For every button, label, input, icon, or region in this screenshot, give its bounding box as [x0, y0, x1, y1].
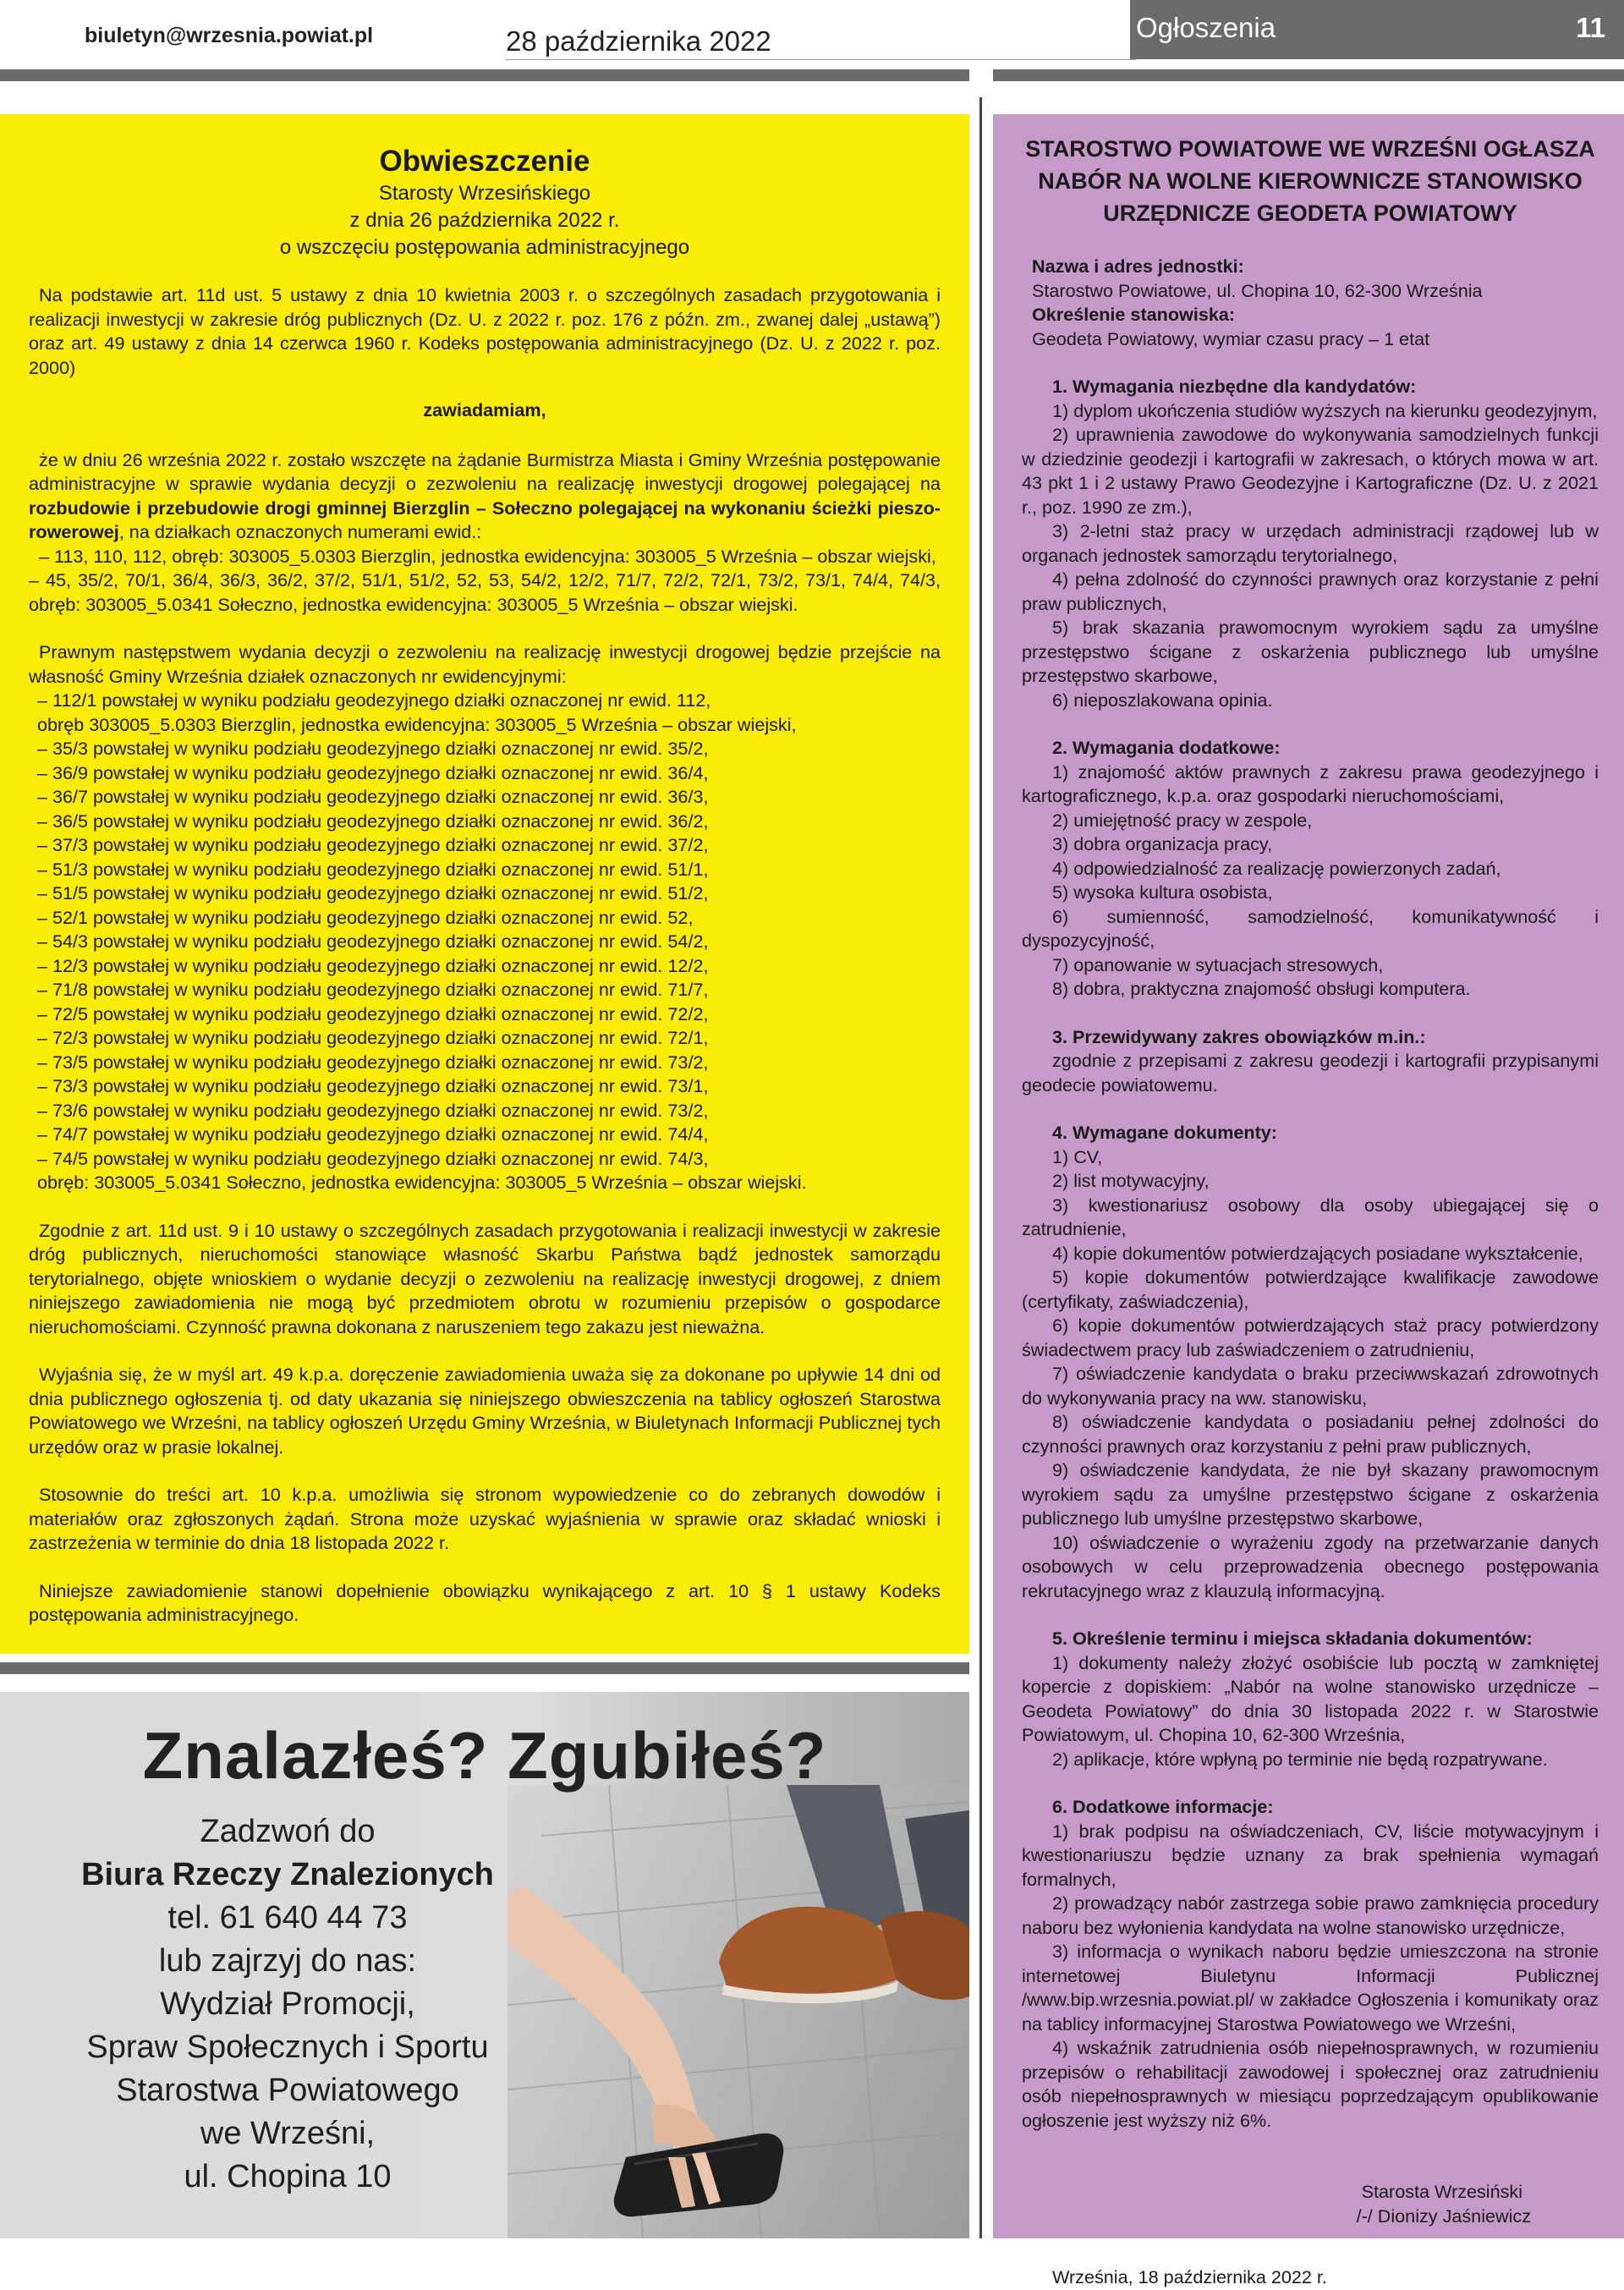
job-section-4-item: 6) kopie dokumentów potwierdzających staż pracy potwierdzony świadectwem pracy lub zaświadczeniem o zatrudnieniu, [1022, 1315, 1599, 1360]
job-section-1-item: 5) brak skazania prawomocnym wyrokiem sądu za umyślne przestępstwo ścigane z oskarżenia publicznego lub umyślne przestępstwo skarbowe, [1022, 617, 1599, 686]
job-title: STAROSTWO POWIATOWE WE WRZEŚNI OGŁASZA NABÓR NA WOLNE KIEROWNICZE STANOWISKO URZĘDNICZE GEODETA POWIATOWY [1025, 136, 1595, 226]
lost-found-address: ul. Chopina 10 [184, 2159, 392, 2194]
job-section-4-item: 10) oświadczenie o wyrażeniu zgody na przetwarzanie danych osobowych w celu przeprowadzenia obecnego postępowania rekrutacyjnego wraz z klauzulą informacyjną. [1022, 1531, 1599, 1601]
job-section-2-item: 3) dobra organizacja pracy, [1052, 833, 1273, 854]
job-section-1-item: 6) nieposzlakowana opinia. [1052, 689, 1273, 711]
parcel-line: – 112/1 powstałej w wyniku podziału geodezyjnego działki oznaczonej nr ewid. 112, [37, 689, 711, 711]
job-section-2-item: 7) opanowanie w sytuacjach stresowych, [1052, 953, 1384, 975]
lost-found-line-call: Zadzwoń do [200, 1814, 376, 1849]
notice-zawiadamiam: zawiadamiam, [423, 399, 546, 420]
lost-found-department-2: Spraw Społecznych i Sportu [86, 2029, 489, 2065]
notice-p1-bold: rozbudowie i przebudowie drogi gminnej Bierzglin – Sołeczno polegającej na wykonaniu ścieżki pieszo-rowerowej [29, 497, 941, 542]
job-section-4-item: 1) CV, [1052, 1145, 1103, 1167]
parcel-line: – 51/5 powstałej w wyniku podziału geodezyjnego działki oznaczonej nr ewid. 51/2, [37, 882, 709, 903]
parcel-line: – 36/5 powstałej w wyniku podziału geodezyjnego działki oznaczonej nr ewid. 36/2, [37, 810, 709, 832]
job-section-4-item: 8) oświadczenie kandydata o posiadaniu pełnej zdolności do czynności prawnych oraz korzystaniu z pełni praw publicznych, [1022, 1411, 1599, 1457]
notice-box [0, 114, 969, 1654]
job-section-4-heading: 4. Wymagane dokumenty: [1052, 1122, 1277, 1143]
lost-found-department-3: Starostwa Powiatowego [116, 2073, 459, 2108]
top-rule-left [0, 69, 969, 81]
job-section-3-item: zgodnie z przepisami z zakresu geodezji i kartografii przypisanymi geodecie powiatowemu. [1022, 1050, 1599, 1096]
job-unit-value: Starostwo Powiatowe, ul. Chopina 10, 62-300 Września [1032, 279, 1483, 301]
job-section-6-item: 2) prowadzący nabór zastrzega sobie prawo zamknięcia procedury naboru bez wyłonienia kandydata na wolne stanowisko urzędnicze, [1022, 1892, 1599, 1938]
job-section-2-item: 5) wysoka kultura osobista, [1052, 881, 1273, 903]
header-date: 28 października 2022 [506, 25, 771, 57]
job-section-1-heading: 1. Wymagania niezbędne dla kandydatów: [1052, 376, 1417, 397]
parcel-line: – 35/3 powstałej w wyniku podziału geodezyjnego działki oznaczonej nr ewid. 35/2, [37, 738, 709, 759]
job-section-5-item: 2) aplikacje, które wpłyną po terminie nie będą rozpatrywane. [1052, 1748, 1548, 1770]
job-section-1-item: 3) 2-letni staż pracy w urzędach administracji rządowej lub w organach jednostek samorządu terytorialnego, [1022, 520, 1599, 566]
job-section-4-item: 7) oświadczenie kandydata o braku przeciwwskazań zdrowotnych do wykonywania pracy na ww. stanowisku, [1022, 1363, 1599, 1409]
job-section-3-heading: 3. Przewidywany zakres obowiązków m.in.: [1052, 1025, 1426, 1047]
job-section-2-heading: 2. Wymagania dodatkowe: [1052, 737, 1281, 758]
lost-found-department-1: Wydział Promocji, [160, 1986, 415, 2022]
top-rule-right [993, 69, 1624, 81]
notice-parcel-list [29, 689, 941, 1195]
job-section-1-item: 2) uprawnienia zawodowe do wykonywania samodzielnych funkcji w dziedzinie geodezji i kartografii w zakresach, o których mowa w art. 43 pkt 1 i 2 ustawy Prawo Geodezyjne i Kartograficzne (Dz. U. z 2021 r., poz. 1990 ze zm.), [1022, 424, 1599, 518]
parcel-line: – 72/3 powstałej w wyniku podziału geodezyjnego działki oznaczonej nr ewid. 72/1, [37, 1027, 709, 1048]
job-section-6-item: 1) brak podpisu na oświadczeniach, CV, liście motywacyjnym i kwestionariuszu będzie uznany za brak spełnienia wymagań formalnych, [1022, 1820, 1599, 1890]
job-section-4-item: 4) kopie dokumentów potwierdzających posiadane wykształcenie, [1052, 1242, 1583, 1264]
header-section-title: Ogłoszenia [1136, 12, 1276, 43]
job-section-2-item: 6) sumienność, samodzielność, komunikatywność i dyspozycyjność, [1022, 905, 1599, 951]
job-unit-heading: Nazwa i adres jednostki: [1032, 255, 1244, 277]
job-section-4-item: 2) list motywacyjny, [1052, 1170, 1210, 1191]
notice-paragraph-4: Wyjaśnia się, że w myśl art. 49 k.p.a. doręczenie zawiadomienia uważa się za dokonane po upływie 14 dni od dnia publicznego ogłoszenia tj. od daty ukazania się niniejszego obwieszczenia na tablicy ogłoszeń Starostwa Powiatowego we Wrześni, na tablicy ogłoszeń Urzędu Gminy Września, w Biuletynach Informacji Publicznej tych urzędów oraz w prasie lokalnej. [29, 1364, 941, 1458]
parcel-line: – 51/3 powstałej w wyniku podziału geodezyjnego działki oznaczonej nr ewid. 51/1, [37, 858, 709, 880]
job-section-6-heading: 6. Dodatkowe informacje: [1052, 1796, 1274, 1817]
job-section-2-item: 1) znajomość aktów prawnych z zakresu prawa geodezyjnego i kartograficznego, k.p.a. oraz gospodarki nieruchomościami, [1022, 761, 1599, 806]
parcel-line: – 52/1 powstałej w wyniku podziału geodezyjnego działki oznaczonej nr ewid. 52, [37, 906, 694, 928]
job-place-date: Września, 18 października 2022 r. [1052, 2266, 1327, 2287]
header-underline [506, 59, 1136, 60]
job-section-6-item: 4) wskaźnik zatrudnienia osób niepełnosprawnych, w rozumieniu przepisów o rehabilitacji zawodowej i społecznej oraz zatrudnieniu osób niepełnosprawnych w miesiącu poprzedzającym opublikowanie ogłoszenie jest wyższy niż 6%. [1022, 2037, 1599, 2131]
job-section-1-item: 1) dyplom ukończenia studiów wyższych na kierunku geodezyjnym, [1052, 399, 1598, 421]
parcel-line: – 73/3 powstałej w wyniku podziału geodezyjnego działki oznaczonej nr ewid. 73/1, [37, 1075, 709, 1096]
job-section-4-item: 5) kopie dokumentów potwierdzające kwalifikacje zawodowe (certyfikaty, zaświadczenia), [1022, 1266, 1599, 1312]
parcel-line: – 73/5 powstałej w wyniku podziału geodezyjnego działki oznaczonej nr ewid. 73/2, [37, 1051, 709, 1073]
notice-p1-text-b: , na działkach oznaczonych numerami ewid.: [118, 521, 482, 542]
parcel-line: – 37/3 powstałej w wyniku podziału geodezyjnego działki oznaczonej nr ewid. 37/2, [37, 834, 709, 855]
job-signature-name: /-/ Dionizy Jaśniewicz [1356, 2205, 1531, 2227]
parcel-line: – 72/5 powstałej w wyniku podziału geodezyjnego działki oznaczonej nr ewid. 72/2, [37, 1002, 709, 1024]
notice-p1-text-a: że w dniu 26 września 2022 r. zostało wszczęte na żądanie Burmistrza Miasta i Gminy Września postępowanie administracyjne w sprawie wydania decyzji o zezwoleniu na realizację inwestycji drogowej polegającej na [29, 448, 941, 494]
job-section-2-item: 2) umiejętność pracy w zespole, [1052, 809, 1313, 831]
job-section-2-item: 8) dobra, praktyczna znajomość obsługi komputera. [1052, 978, 1471, 999]
notice-title: Obwieszczenie [379, 145, 590, 178]
lost-found-text [42, 1810, 533, 2199]
lost-found-office-name: Biura Rzeczy Znalezionych [81, 1857, 494, 1892]
lost-found-title: Znalazłeś? Zgubiłeś? [142, 1718, 827, 1793]
parcel-line: – 12/3 powstałej w wyniku podziału geodezyjnego działki oznaczonej nr ewid. 12/2, [37, 954, 709, 976]
notice-paragraph-3: Zgodnie z art. 11d ust. 9 i 10 ustawy o szczególnych zasadach przygotowania i realizacji inwestycji w zakresie dróg publicznych, nieruchomości stanowiące własność Skarbu Państwa bądź jednostek samorządu terytorialnego, objęte wnioskiem o wydanie decyzji o zezwoleniu na realizację inwestycji drogowej, z dniem niniejszego zawiadomienia nie mogą być przedmiotem obrotu w rozumieniu przepisów o gospodarce nieruchomościami. Czynność prawna dokonana z naruszeniem tego zakazu jest nieważna. [29, 1219, 941, 1337]
job-position-heading: Określenie stanowiska: [1032, 304, 1236, 325]
notice-subtitle-3: o wszczęciu postępowania administracyjnego [279, 236, 690, 259]
parcel-line: – 54/3 powstałej w wyniku podziału geodezyjnego działki oznaczonej nr ewid. 54/2, [37, 931, 709, 952]
lost-found-ad [0, 1692, 969, 2238]
notice-subtitle-1: Starosty Wrzesińskiego [378, 182, 591, 205]
lost-found-phone: tel. 61 640 44 73 [167, 1900, 408, 1936]
notice-paragraph-1 [29, 448, 941, 545]
hand-wallet-illustration [508, 1785, 969, 2238]
job-section-4-item: 3) kwestionariusz osobowy dla osoby ubiegającej się o zatrudnienie, [1022, 1194, 1599, 1239]
parcel-line: – 71/8 powstałej w wyniku podziału geodezyjnego działki oznaczonej nr ewid. 71/7, [37, 979, 709, 1000]
header-email: biuletyn@wrzesnia.powiat.pl [85, 24, 374, 47]
notice-subtitle-2: z dnia 26 października 2022 r. [349, 209, 620, 232]
column-separator [979, 97, 982, 2238]
job-section-6-item: 3) informacja o wynikach naboru będzie umieszczona na stronie internetowej Biuletynu Informacji Publicznej /www.bip.wrzesnia.powiat.pl/ w zakładce Ogłoszenia i komunikaty oraz na tablicy informacyjnej Starostwa Powiatowego we Wrześni, [1022, 1941, 1599, 2035]
notice-paragraph-5: Stosownie do treści art. 10 k.p.a. umożliwia się stronom wypowiedzenie co do zebranych dowodów i materiałów oraz zgłoszonych żądań. Strona może uzyskać wyjaśnienia w sprawie oraz składać wnioski i zastrzeżenia w terminie do dnia 18 listopada 2022 r. [29, 1484, 941, 1553]
parcel-line: obręb: 303005_5.0341 Sołeczno, jednostka ewidencyjna: 303005_5 Września – obszar wiejski. [37, 1172, 807, 1193]
notice-p1-list-2: – 45, 35/2, 70/1, 36/4, 36/3, 36/2, 37/2, 51/1, 51/2, 52, 53, 54/2, 12/2, 71/7, 72/2, 72/1, 73/2, 73/1, 74/4, 74/3, obręb: 303005_5.0341 Sołeczno, jednostka ewidencyjna: 303005_5 Września – obszar wiejski. [29, 569, 941, 615]
parcel-line: – 36/9 powstałej w wyniku podziału geodezyjnego działki oznaczonej nr ewid. 36/4, [37, 761, 709, 783]
notice-paragraph-2: Prawnym następstwem wydania decyzji o zezwoleniu na realizację inwestycji drogowej będzie przejście na własność Gminy Września działek oznaczonych nr ewidencyjnymi: [29, 641, 941, 687]
job-section-4-item: 9) oświadczenie kandydata, że nie był skazany prawomocnym wyrokiem sądu za umyślne przestępstwo ścigane z oskarżenia publicznego lub umyślne przestępstwo skarbowe, [1022, 1459, 1599, 1529]
job-section-1-item: 4) pełna zdolność do czynności prawnych oraz korzystanie z pełni praw publicznych, [1022, 568, 1599, 614]
lost-found-line-visit: lub zajrzyj do nas: [158, 1943, 417, 1979]
notice-paragraph-6: Niniejsze zawiadomienie stanowi dopełnienie obowiązku wynikającego z art. 10 § 1 ustawy Kodeks postępowania administracyjnego. [29, 1579, 941, 1625]
mid-rule-left [0, 1662, 969, 1674]
job-section-2-item: 4) odpowiedzialność za realizację powierzonych zadań, [1052, 857, 1501, 879]
parcel-line: – 36/7 powstałej w wyniku podziału geodezyjnego działki oznaczonej nr ewid. 36/3, [37, 786, 709, 807]
parcel-line: – 73/6 powstałej w wyniku podziału geodezyjnego działki oznaczonej nr ewid. 73/2, [37, 1099, 709, 1121]
parcel-line: – 74/7 powstałej w wyniku podziału geodezyjnego działki oznaczonej nr ewid. 74/4, [37, 1123, 709, 1145]
job-section-5-item: 1) dokumenty należy złożyć osobiście lub pocztą w zamkniętej kopercie z dopiskiem: „Nabór na wolne stanowisko urzędnicze – Geodeta Powiatowy” do dnia 30 listopada 2022 r. w Starostwie Powiatowym, ul. Chopina 10, 62-300 Września, [1022, 1651, 1599, 1745]
notice-intro: Na podstawie art. 11d ust. 5 ustawy z dnia 10 kwietnia 2003 r. o szczególnych zasadach przygotowania i realizacji inwestycji w zakresie dróg publicznych (Dz. U. z 2022 r. poz. 176 z późn. zm., zwanej dalej „ustawą”) oraz art. 49 ustawy z dnia 14 czerwca 1960 r. Kodeks postępowania administracyjnego (Dz. U. z 2022 r. poz. 2000) [29, 284, 941, 378]
job-position-value: Geodeta Powiatowy, wymiar czasu pracy – 1 etat [1032, 327, 1430, 349]
notice-p1-list-1: – 113, 110, 112, obręb: 303005_5.0303 Bierzglin, jednostka ewidencyjna: 303005_5 Września – obszar wiejski, [39, 545, 936, 567]
job-section-5-heading: 5. Określenie terminu i miejsca składania dokumentów: [1052, 1628, 1533, 1649]
parcel-line: obręb 303005_5.0303 Bierzglin, jednostka ewidencyjna: 303005_5 Września – obszar wiejski, [37, 713, 797, 735]
lost-found-city: we Wrześni, [200, 2116, 376, 2151]
job-signature-title: Starosta Wrzesiński [1361, 2181, 1522, 2202]
page-number: 11 [1576, 12, 1605, 43]
job-notice-box [993, 114, 1624, 2287]
parcel-line: – 74/5 powstałej w wyniku podziału geodezyjnego działki oznaczonej nr ewid. 74/3, [37, 1147, 709, 1169]
